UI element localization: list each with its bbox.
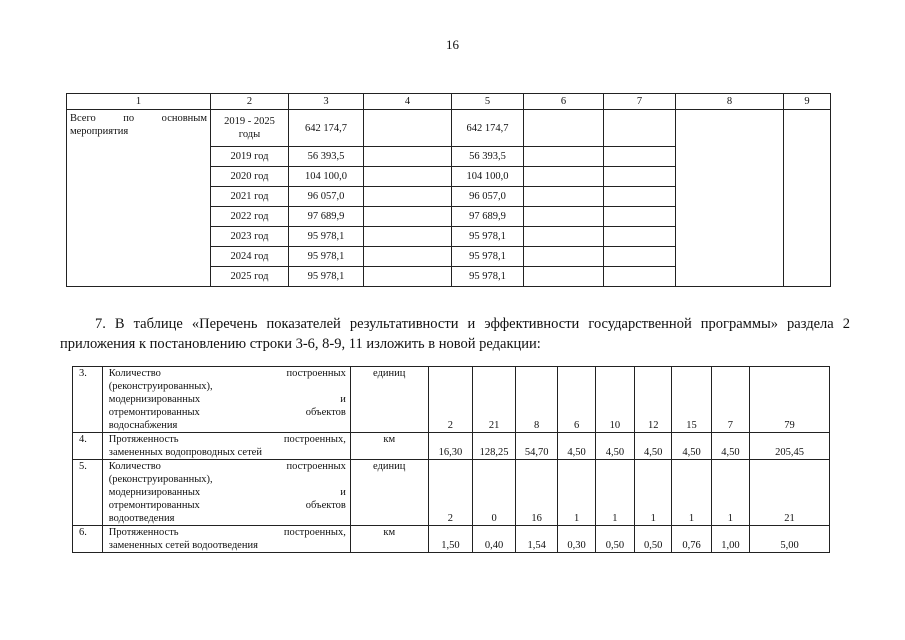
empty-cell: [364, 110, 452, 147]
row-number: 3.: [73, 367, 103, 433]
header-cell: 1: [67, 94, 211, 110]
indicator-value: 12: [635, 367, 672, 433]
indicator-value: 1: [558, 460, 595, 526]
period-cell: 2023 год: [211, 227, 289, 247]
period-cell: 2019 - 2025 годы: [211, 110, 289, 147]
indicator-value: 1,50: [428, 526, 473, 553]
value-cell-5: 95 978,1: [452, 247, 524, 267]
indicator-name-line: Количество построенных: [108, 461, 346, 472]
period-cell: 2020 год: [211, 167, 289, 187]
indicator-name: [102, 433, 350, 460]
row-label-line: Всего по основным: [70, 113, 207, 124]
indicator-value: 0,50: [595, 526, 634, 553]
indicator-name: [102, 460, 350, 526]
empty-cell: [364, 147, 452, 167]
indicator-name: [102, 526, 350, 553]
indicator-value: 21: [750, 460, 830, 526]
indicator-name-line: Протяженность построенных,: [108, 527, 346, 538]
value-cell-3: 642 174,7: [289, 110, 364, 147]
indicator-value: 5,00: [750, 526, 830, 553]
value-cell-3: 95 978,1: [289, 227, 364, 247]
row-number: 4.: [73, 433, 103, 460]
empty-cell: [604, 167, 676, 187]
indicator-value: 4,50: [672, 433, 711, 460]
empty-cell: [524, 167, 604, 187]
header-cell: 4: [364, 94, 452, 110]
empty-cell: [364, 207, 452, 227]
indicator-value: 10: [595, 367, 634, 433]
value-cell-3: 104 100,0: [289, 167, 364, 187]
empty-cell: [604, 227, 676, 247]
indicator-value: 0,76: [672, 526, 711, 553]
period-cell: 2019 год: [211, 147, 289, 167]
value-cell-3: 95 978,1: [289, 267, 364, 287]
indicator-value: 16: [515, 460, 558, 526]
indicator-value: 1,54: [515, 526, 558, 553]
period-cell: 2021 год: [211, 187, 289, 207]
period-cell: 2024 год: [211, 247, 289, 267]
indicator-row: [73, 433, 830, 460]
indicator-value: 128,25: [473, 433, 516, 460]
table-row: [67, 110, 831, 147]
indicator-value: 0,30: [558, 526, 595, 553]
instruction-paragraph: 7. В таблице «Перечень показателей результативности и эффективности государственной программы» раздела 2 приложения к постановлению строки 3-6, 8-9, 11 изложить в новой редакции:: [60, 316, 850, 352]
indicator-value: 205,45: [750, 433, 830, 460]
value-cell-3: 95 978,1: [289, 247, 364, 267]
empty-cell: [364, 267, 452, 287]
indicator-name-line: Количество построенных: [108, 368, 346, 379]
indicator-value: 54,70: [515, 433, 558, 460]
indicator-value: 7: [711, 367, 749, 433]
indicator-value: 8: [515, 367, 558, 433]
indicator-value: 0,40: [473, 526, 516, 553]
value-cell-5: 56 393,5: [452, 147, 524, 167]
empty-cell: [604, 187, 676, 207]
value-cell-3: 97 689,9: [289, 207, 364, 227]
indicator-row: [73, 367, 830, 433]
indicator-name-line: отремонтированных объектов: [108, 500, 346, 511]
empty-cell: [784, 110, 831, 287]
indicator-value: 4,50: [558, 433, 595, 460]
header-cell: 9: [784, 94, 831, 110]
value-cell-5: 95 978,1: [452, 227, 524, 247]
indicator-value: 1: [635, 460, 672, 526]
value-cell-5: 96 057,0: [452, 187, 524, 207]
empty-cell: [364, 227, 452, 247]
indicator-value: 6: [558, 367, 595, 433]
header-cell: 5: [452, 94, 524, 110]
empty-cell: [524, 227, 604, 247]
empty-cell: [364, 187, 452, 207]
value-cell-5: 97 689,9: [452, 207, 524, 227]
indicator-name-line: замененных сетей водоотведения: [108, 540, 258, 551]
indicator-value: 1: [595, 460, 634, 526]
header-row: [67, 94, 831, 110]
indicator-name-line: (реконструированных),: [108, 381, 213, 392]
period-cell: 2025 год: [211, 267, 289, 287]
indicator-name-line: модернизированных и: [108, 394, 346, 405]
row-number: 5.: [73, 460, 103, 526]
indicator-value: 4,50: [595, 433, 634, 460]
indicator-value: 1: [711, 460, 749, 526]
empty-cell: [364, 167, 452, 187]
unit-cell: км: [350, 526, 428, 553]
unit-cell: единиц: [350, 460, 428, 526]
indicator-value: 4,50: [635, 433, 672, 460]
indicator-value: 79: [750, 367, 830, 433]
period-cell: 2022 год: [211, 207, 289, 227]
indicator-value: 4,50: [711, 433, 749, 460]
empty-cell: [676, 110, 784, 287]
indicator-row: [73, 460, 830, 526]
indicator-name-line: отремонтированных объектов: [108, 407, 346, 418]
indicator-value: 21: [473, 367, 516, 433]
indicator-row: [73, 526, 830, 553]
row-number: 6.: [73, 526, 103, 553]
value-cell-3: 56 393,5: [289, 147, 364, 167]
row-label-line: мероприятия: [70, 126, 129, 137]
empty-cell: [604, 247, 676, 267]
empty-cell: [524, 247, 604, 267]
empty-cell: [524, 187, 604, 207]
indicator-name-line: водоснабжения: [108, 420, 178, 431]
empty-cell: [604, 207, 676, 227]
unit-cell: км: [350, 433, 428, 460]
indicator-name-line: Протяженность построенных,: [108, 434, 346, 445]
empty-cell: [364, 247, 452, 267]
funding-table: [66, 93, 831, 287]
empty-cell: [604, 147, 676, 167]
indicators-table: [72, 366, 830, 553]
empty-cell: [524, 267, 604, 287]
value-cell-5: 104 100,0: [452, 167, 524, 187]
indicator-name-line: замененных водопроводных сетей: [108, 447, 262, 458]
indicator-name-line: модернизированных и: [108, 487, 346, 498]
indicator-value: 0: [473, 460, 516, 526]
row-label: [67, 110, 211, 287]
indicator-value: 1: [672, 460, 711, 526]
empty-cell: [524, 207, 604, 227]
indicator-value: 2: [428, 367, 473, 433]
header-cell: 3: [289, 94, 364, 110]
empty-cell: [524, 110, 604, 147]
indicator-name-line: (реконструированных),: [108, 474, 213, 485]
header-cell: 8: [676, 94, 784, 110]
page-number: 16: [446, 37, 459, 52]
value-cell-5: 95 978,1: [452, 267, 524, 287]
indicator-name: [102, 367, 350, 433]
empty-cell: [604, 110, 676, 147]
empty-cell: [604, 267, 676, 287]
indicator-value: 1,00: [711, 526, 749, 553]
indicator-value: 16,30: [428, 433, 473, 460]
header-cell: 2: [211, 94, 289, 110]
indicator-value: 0,50: [635, 526, 672, 553]
empty-cell: [524, 147, 604, 167]
indicator-value: 2: [428, 460, 473, 526]
indicator-name-line: водоотведения: [108, 513, 175, 524]
header-cell: 6: [524, 94, 604, 110]
indicator-value: 15: [672, 367, 711, 433]
value-cell-3: 96 057,0: [289, 187, 364, 207]
header-cell: 7: [604, 94, 676, 110]
value-cell-5: 642 174,7: [452, 110, 524, 147]
unit-cell: единиц: [350, 367, 428, 433]
